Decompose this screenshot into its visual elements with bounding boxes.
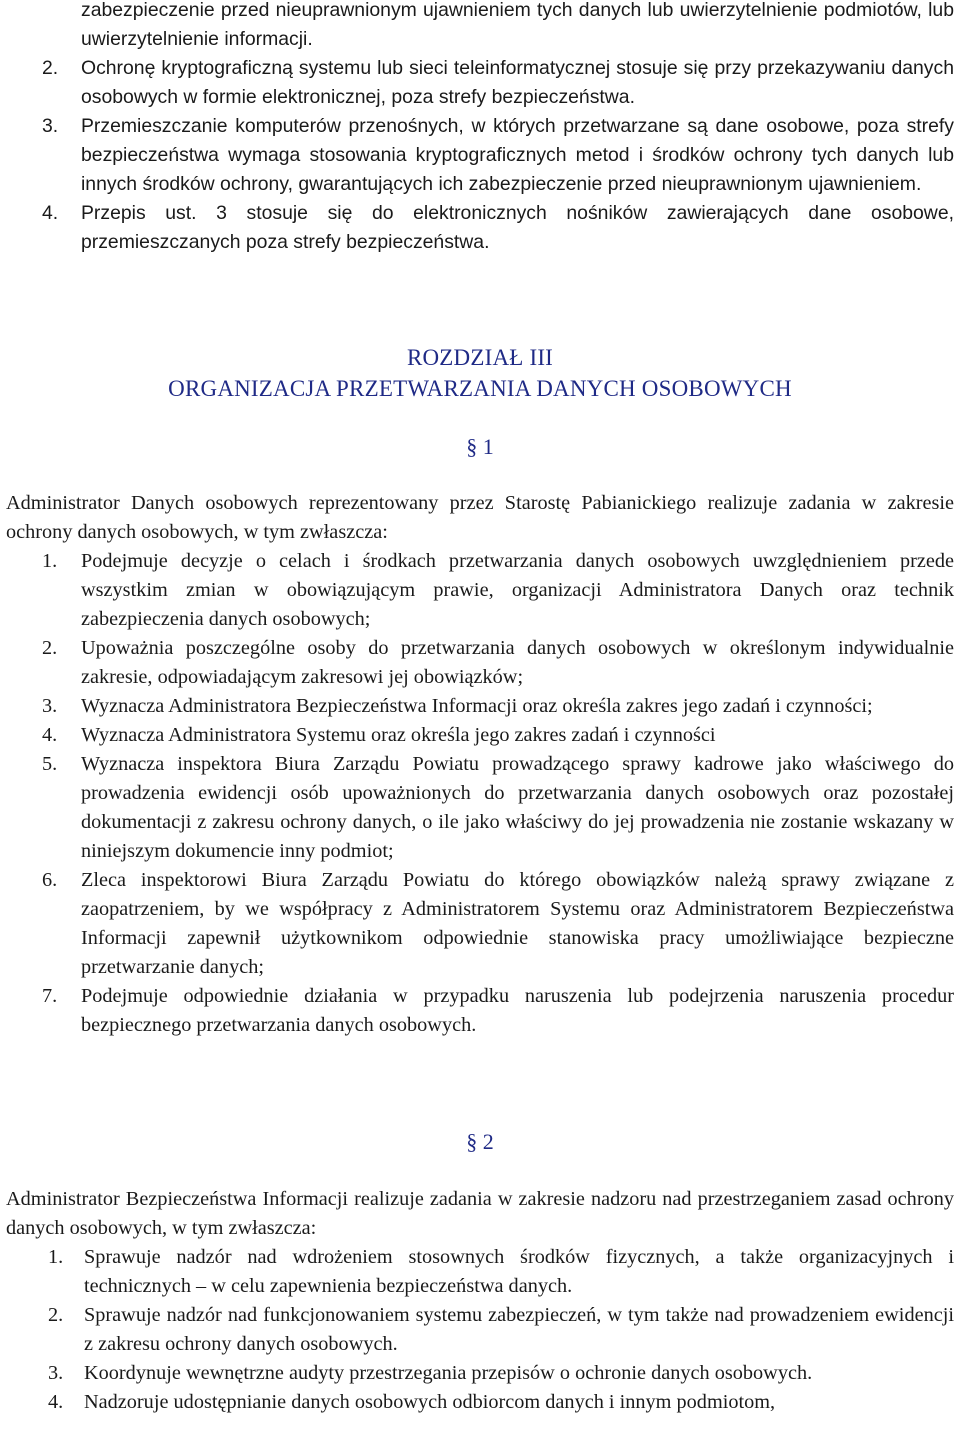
par2-section: [6, 1185, 954, 1417]
paragraph-sign-2: § 2: [466, 1129, 494, 1154]
list-number: 2.: [48, 1304, 64, 1326]
list-text: Wyznacza inspektora Biura Zarządu Powiatu prowadzącego sprawy kadrowe jako właściwego do prowadzenia ewidencji osób upoważnionych do przetwarzania danych osobowych oraz pozostałej dokumentacji z zakresu ochrony danych, o ile jako właściwy do jej prowadzenia nie zostanie wskazany w niniejszym dokumencie inny podmiot;: [81, 753, 954, 862]
list-item: [42, 750, 954, 866]
list-text: Przepis ust. 3 stosuje się do elektronicznych nośników zawierających dane osobowe, przemieszczanych poza strefy bezpieczeństwa.: [81, 202, 954, 253]
list-item: [48, 1359, 954, 1388]
continuation-text: zabezpieczenie przed nieuprawnionym ujawnieniem tych danych lub uwierzytelnienie podmiotów, lub uwierzytelnienie informacji.: [81, 0, 954, 50]
list-text: Sprawuje nadzór nad funkcjonowaniem systemu zabezpieczeń, w tym także nad prowadzeniem ewidencji z zakresu ochrony danych osobowych.: [84, 1304, 954, 1355]
list-item: [42, 721, 954, 750]
chapter-title: ORGANIZACJA PRZETWARZANIA DANYCH OSOBOWYCH: [168, 376, 792, 401]
list-number: 6.: [42, 869, 58, 891]
list-text: Wyznacza Administratora Systemu oraz określa jego zakres zadań i czynności: [81, 724, 716, 746]
list-number: 1.: [42, 550, 58, 572]
list-number: 7.: [42, 985, 58, 1007]
par1-section: [6, 489, 954, 1040]
list-item: [42, 54, 954, 112]
list-item: [42, 112, 954, 199]
list-text: Nadzoruje udostępnianie danych osobowych odbiorcom danych i innym podmiotom,: [84, 1391, 776, 1413]
list-item: [42, 634, 954, 692]
list-text: Sprawuje nadzór nad wdrożeniem stosownych środków fizycznych, a także organizacyjnych i technicznych – w celu zapewnienia bezpieczeństwa danych.: [84, 1246, 954, 1297]
intro-list: [42, 54, 954, 257]
list-item: [48, 1301, 954, 1359]
par1-list: [42, 547, 954, 1040]
par1-intro: Administrator Danych osobowych reprezentowany przez Starostę Pabianickiego realizuje zadania w zakresie ochrony danych osobowych, w tym zwłaszcza:: [6, 492, 954, 543]
list-number: 3.: [42, 115, 59, 137]
list-item: [42, 982, 954, 1040]
par2-intro: Administrator Bezpieczeństwa Informacji realizuje zadania w zakresie nadzoru nad przestrzeganiem zasad ochrony danych osobowych, w tym zwłaszcza:: [6, 1188, 954, 1239]
list-number: 5.: [42, 753, 58, 775]
list-item: [48, 1243, 954, 1301]
list-item: [42, 547, 954, 634]
list-text: Ochronę kryptograficzną systemu lub sieci teleinformatycznej stosuje się przy przekazywaniu danych osobowych w formie elektronicznej, poza strefy bezpieczeństwa.: [81, 57, 954, 108]
list-item: [48, 1388, 954, 1417]
intro-section: [42, 0, 954, 257]
list-item: [42, 866, 954, 982]
list-number: 4.: [42, 724, 58, 746]
list-text: Zleca inspektorowi Biura Zarządu Powiatu do którego obowiązków należą sprawy związane z zaopatrzeniem, by we współpracy z Administratorem Systemu oraz Administratorem Bezpieczeństwa Informacji zapewnił użytkownikom odpowiednie stanowiska pracy umożliwiające bezpieczne przetwarzanie danych;: [81, 869, 954, 978]
list-number: 3.: [48, 1362, 64, 1384]
list-text: Podejmuje decyzje o celach i środkach przetwarzania danych osobowych uwzględnieniem przede wszystkim zmian w obowiązującym prawie, organizacji Administratora Danych oraz technik zabezpieczenia danych osobowych;: [81, 550, 954, 630]
list-text: Przemieszczanie komputerów przenośnych, w których przetwarzane są dane osobowe, poza strefy bezpieczeństwa wymaga stosowania kryptograficznych metod i środków ochrony tych danych lub innych środków ochrony, gwarantujących ich zabezpieczenie przed nieuprawnionym ujawnieniem.: [81, 115, 954, 195]
par2-list: [48, 1243, 954, 1417]
chapter-number: ROZDZIAŁ III: [406, 345, 554, 370]
list-number: 3.: [42, 695, 58, 717]
list-text: Wyznacza Administratora Bezpieczeństwa Informacji oraz określa zakres jego zadań i czynności;: [81, 695, 873, 717]
list-number: 1.: [48, 1246, 64, 1268]
list-text: Podejmuje odpowiednie działania w przypadku naruszenia lub podejrzenia naruszenia procedur bezpiecznego przetwarzania danych osobowych.: [81, 985, 954, 1036]
list-number: 4.: [42, 202, 59, 224]
list-item: [42, 692, 954, 721]
list-text: Koordynuje wewnętrzne audyty przestrzegania przepisów o ochronie danych osobowych.: [84, 1362, 813, 1384]
list-text: Upoważnia poszczególne osoby do przetwarzania danych osobowych w określonym indywidualnie zakresie, odpowiadającym zakresowi jej obowiązków;: [81, 637, 954, 688]
list-number: 4.: [48, 1391, 64, 1413]
chapter-heading: [0, 342, 960, 404]
paragraph-sign-1: § 1: [466, 434, 494, 459]
list-number: 2.: [42, 637, 58, 659]
list-item: [42, 199, 954, 257]
list-number: 2.: [42, 57, 59, 79]
